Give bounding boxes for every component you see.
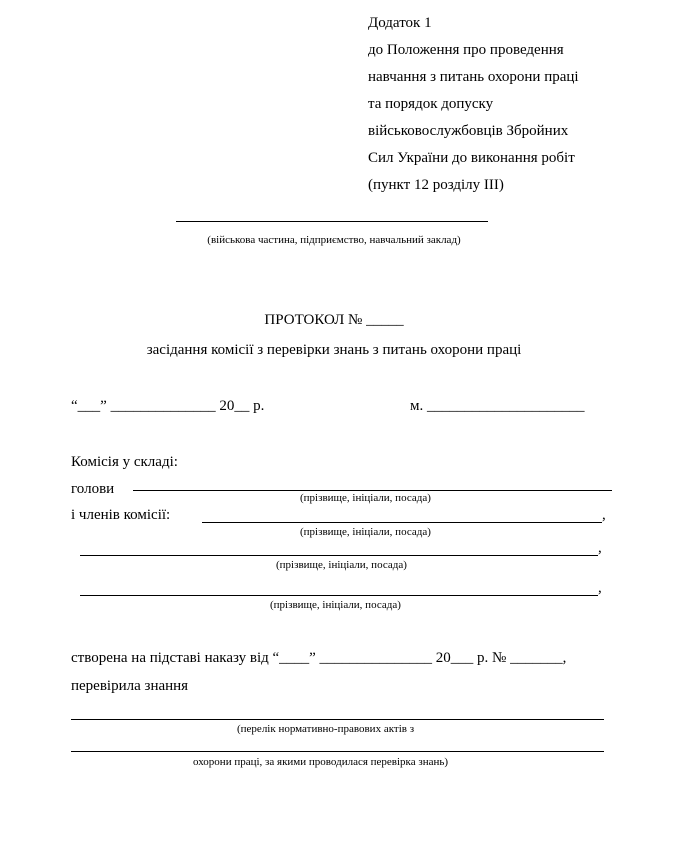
member-3-fill-line[interactable] bbox=[80, 595, 598, 596]
acts-fill-line-1[interactable] bbox=[71, 719, 604, 720]
member-3-comma: , bbox=[598, 580, 602, 596]
annex-line-5: військовослужбовців Збройних bbox=[368, 123, 569, 139]
protocol-title: ПРОТОКОЛ № _____ bbox=[264, 312, 404, 328]
members-label: і членів комісії: bbox=[71, 507, 171, 523]
annex-line-1: Додаток 1 bbox=[368, 15, 432, 31]
member-1-caption: (прізвище, ініціали, посада) bbox=[300, 526, 431, 538]
org-fill-line[interactable] bbox=[176, 221, 488, 222]
annex-line-3: навчання з питань охорони праці bbox=[368, 69, 579, 85]
annex-line-4: та порядок допуску bbox=[368, 96, 494, 112]
annex-line-7: (пункт 12 розділу III) bbox=[368, 177, 504, 193]
member-2-comma: , bbox=[598, 540, 602, 556]
member-1-fill-line[interactable] bbox=[202, 522, 602, 523]
org-caption: (військова частина, підприємство, навчальний заклад) bbox=[207, 234, 461, 246]
chair-fill-line[interactable] bbox=[133, 490, 612, 491]
annex-line-2: до Положення про проведення bbox=[368, 42, 564, 58]
protocol-subtitle: засідання комісії з перевірки знань з питань охорони праці bbox=[146, 342, 522, 358]
annex-line-6: Сил України до виконання робіт bbox=[368, 150, 575, 166]
member-1-comma: , bbox=[602, 507, 606, 523]
acts-fill-line-2[interactable] bbox=[71, 751, 604, 752]
member-2-fill-line[interactable] bbox=[80, 555, 598, 556]
member-2-caption: (прізвище, ініціали, посада) bbox=[276, 559, 407, 571]
order-line[interactable]: створена на підставі наказу від “____” _______________ 20___ р. № _______, bbox=[71, 650, 567, 666]
acts-caption-1: (перелік нормативно-правових актів з bbox=[237, 723, 415, 735]
acts-caption-2: охорони праці, за якими проводилася перевірка знань) bbox=[193, 756, 449, 768]
checked-label: перевірила знання bbox=[71, 678, 189, 694]
place-line[interactable]: м. _____________________ bbox=[410, 398, 585, 414]
annex-block bbox=[368, 10, 579, 199]
commission-heading: Комісія у складі: bbox=[71, 454, 178, 470]
chair-label: голови bbox=[71, 481, 115, 497]
chair-caption: (прізвище, ініціали, посада) bbox=[300, 492, 431, 504]
member-3-caption: (прізвище, ініціали, посада) bbox=[270, 599, 401, 611]
date-line[interactable]: “___” ______________ 20__ р. bbox=[71, 398, 265, 414]
